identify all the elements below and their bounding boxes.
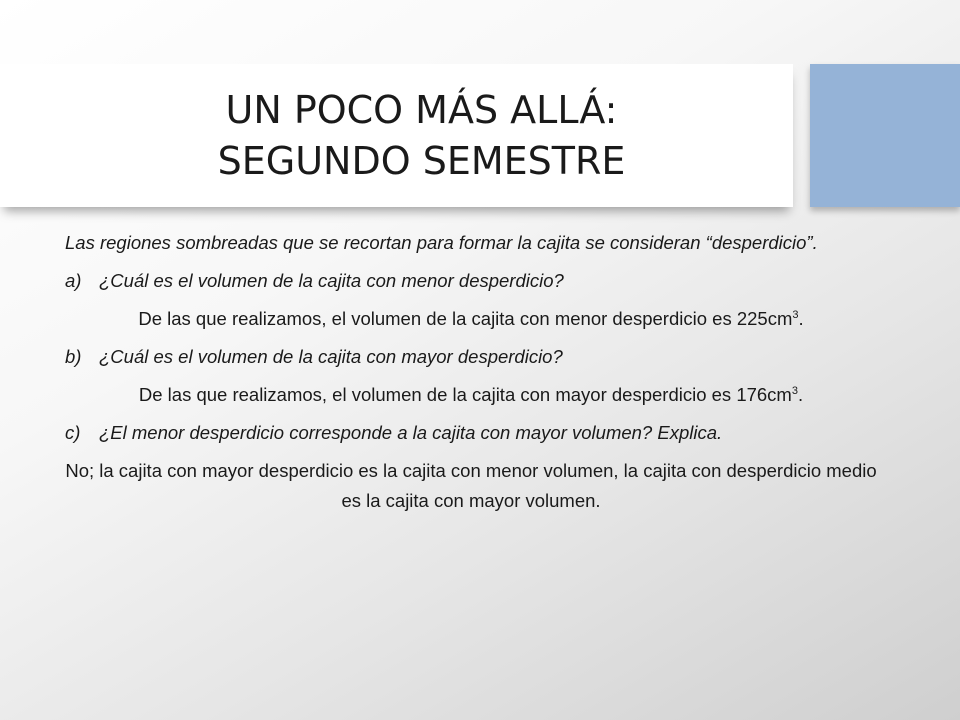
slide-body xyxy=(65,228,877,516)
answer-b xyxy=(65,380,877,410)
title-banner xyxy=(0,64,793,207)
question-c-letter: c) xyxy=(65,422,81,443)
question-c-text: ¿El menor desperdicio corresponde a la cajita con mayor volumen? Explica. xyxy=(99,422,723,443)
slide-title-line-2: SEGUNDO SEMESTRE xyxy=(217,139,626,183)
intro-paragraph: Las regiones sombreadas que se recortan para formar la cajita se consideran “desperdicio”. xyxy=(65,232,818,253)
question-a-letter: a) xyxy=(65,270,82,291)
answer-b-exponent: 3 xyxy=(791,385,798,397)
answer-a xyxy=(65,304,877,334)
question-c xyxy=(65,418,877,448)
answer-a-exponent: 3 xyxy=(792,309,799,321)
slide-title-line-1: UN POCO MÁS ALLÁ: xyxy=(225,88,618,132)
answer-b-end: . xyxy=(797,384,804,405)
question-a-text: ¿Cuál es el volumen de la cajita con menor desperdicio? xyxy=(99,270,564,291)
answer-a-text: De las que realizamos, el volumen de la cajita con menor desperdicio es 225cm xyxy=(138,308,793,329)
question-b xyxy=(65,342,877,372)
answer-c-text: No; la cajita con mayor desperdicio es la cajita con menor volumen, la cajita con desperdicio medio es la cajita con mayor volumen. xyxy=(65,460,877,511)
answer-a-end: . xyxy=(798,308,804,329)
question-b-letter: b) xyxy=(65,346,82,367)
question-b-text: ¿Cuál es el volumen de la cajita con mayor desperdicio? xyxy=(99,346,563,367)
answer-c xyxy=(65,456,877,516)
answer-b-text: De las que realizamos, el volumen de la cajita con mayor desperdicio es 176cm xyxy=(138,384,792,405)
accent-block xyxy=(810,64,960,207)
question-a xyxy=(65,266,877,296)
